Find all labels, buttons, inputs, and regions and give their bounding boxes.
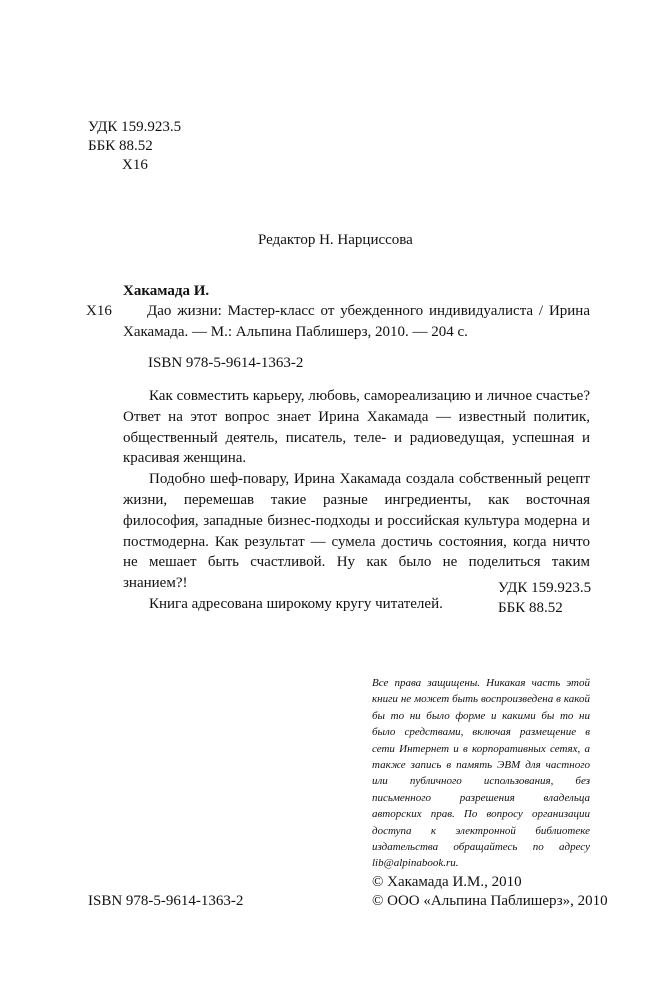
catalog-description: [123, 301, 590, 343]
footer-bbk-code: ББК 88.52: [498, 600, 563, 616]
copyright-author: © Хакамада И.М., 2010: [372, 874, 522, 890]
rights-notice: Все права защищены. Никакая часть этой книги не может быть воспроизведена в какой бы то ни было форме и какими бы то ни было средствами, включая размещение в сети Интернет и в корпоративных сетях, а также запись в память ЭВМ для частного или публичного использования, без письменного разрешения владельца авторских прав. По вопросу организации доступа к электронной библиотеке издательства обращайтесь по адресу lib@alpinabook.ru.: [372, 677, 590, 870]
annotation-paragraph-2: Подобно шеф-повару, Ирина Хакамада создала собственный рецепт жизни, перемешав такие разные ингредиенты, как восточная философия, западные бизнес-подходы и российская культура модерна и постмодерна. Как результат — сумела достичь состояния, когда ничто не мешает быть счастливой. Ну как было не поделиться таким знанием?!: [123, 471, 590, 592]
catalog-author: Хакамада И.: [123, 283, 210, 299]
catalog-mark: Х16: [86, 303, 112, 319]
author-mark: Х16: [122, 157, 148, 173]
catalog-isbn: ISBN 978-5-9614-1363-2: [148, 355, 304, 371]
udk-code: УДК 159.923.5: [88, 119, 182, 135]
catalog-description-text: Дао жизни: Мастер-класс от убежденного индивидуалиста / Ирина Хакамада. — М.: Альпина Паблишерз, 2010. — 204 с.: [123, 303, 590, 340]
bbk-code: ББК 88.52: [88, 138, 153, 154]
editor-line: Редактор Н. Нарциссова: [258, 232, 413, 248]
annotation-paragraph-3: Книга адресована широкому кругу читателей.: [149, 595, 443, 612]
footer-udk-code: УДК 159.923.5: [498, 580, 592, 596]
annotation-paragraph-1: Как совместить карьеру, любовь, самореализацию и личное счастье? Ответ на этот вопрос знает Ирина Хакамада — известный политик, общественный деятель, писатель, теле- и радиоведущая, успешная и красивая женщина.: [123, 388, 590, 467]
copyright-publisher: © ООО «Альпина Паблишерз», 2010: [372, 893, 608, 909]
bottom-isbn: ISBN 978-5-9614-1363-2: [88, 893, 244, 909]
